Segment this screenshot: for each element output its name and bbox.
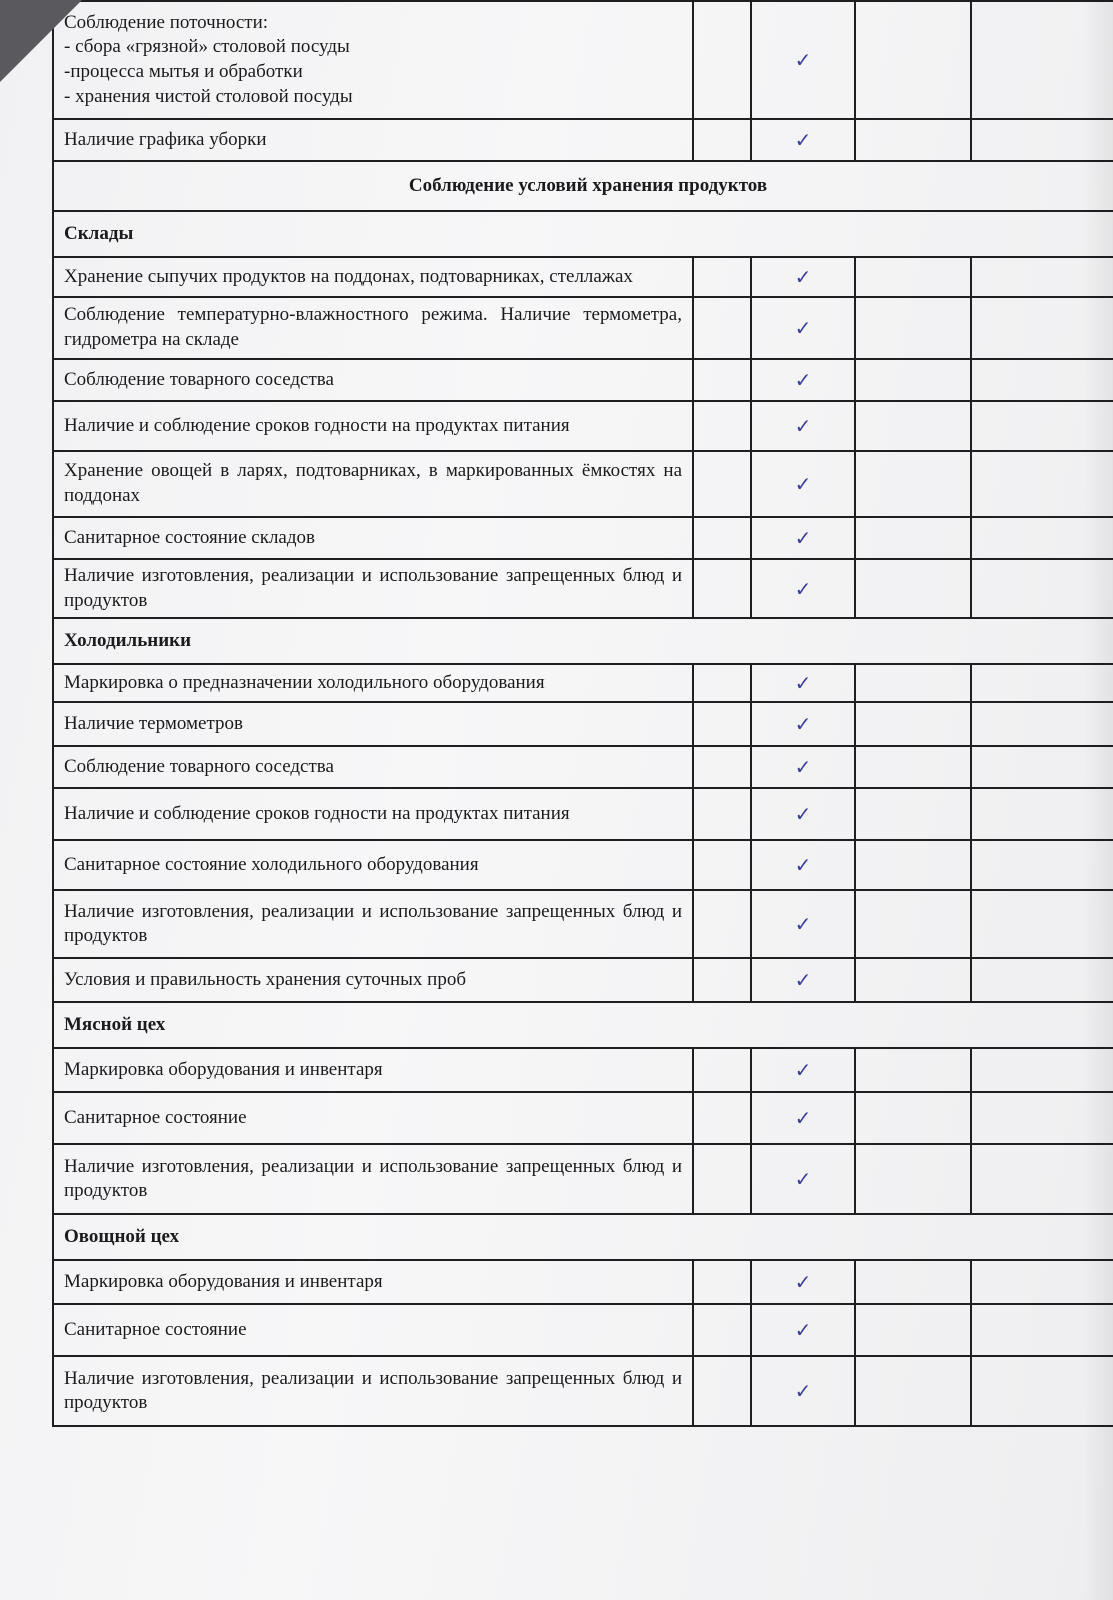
table-row — [53, 257, 1113, 297]
blank-cell — [855, 297, 971, 359]
checkmark-cell: ✓ — [751, 1304, 855, 1356]
table-row — [53, 746, 1113, 788]
blank-cell — [693, 958, 751, 1002]
criterion-text: Хранение сыпучих продуктов на поддонах, подтоварниках, стеллажах — [53, 257, 693, 297]
checkmark-cell: ✓ — [751, 664, 855, 702]
table-row — [53, 890, 1113, 958]
checkmark-cell: ✓ — [751, 1356, 855, 1426]
blank-cell — [855, 401, 971, 451]
blank-cell — [693, 1048, 751, 1092]
blank-cell — [693, 517, 751, 559]
blank-cell — [693, 297, 751, 359]
page-edge-shadow — [1083, 0, 1113, 1600]
group-title: Склады — [53, 211, 1113, 257]
blank-cell — [855, 702, 971, 746]
checkmark-cell: ✓ — [751, 840, 855, 890]
checkmark-cell: ✓ — [751, 1144, 855, 1214]
table-row — [53, 1, 1113, 119]
folded-corner — [0, 0, 82, 82]
blank-cell — [855, 890, 971, 958]
section-heading-row — [53, 161, 1113, 211]
blank-cell — [855, 1092, 971, 1144]
table-row — [53, 359, 1113, 401]
blank-cell — [855, 788, 971, 840]
checkmark-cell: ✓ — [751, 958, 855, 1002]
checkmark-cell: ✓ — [751, 1260, 855, 1304]
criterion-text: Наличие изготовления, реализации и использование запрещенных блюд и продуктов — [53, 1356, 693, 1426]
table-row — [53, 788, 1113, 840]
blank-cell — [855, 1356, 971, 1426]
blank-cell — [855, 359, 971, 401]
blank-cell — [855, 746, 971, 788]
criterion-text: Санитарное состояние холодильного оборудования — [53, 840, 693, 890]
checklist-body — [53, 1, 1113, 1426]
blank-cell — [693, 559, 751, 618]
blank-cell — [693, 1092, 751, 1144]
checkmark-cell: ✓ — [751, 788, 855, 840]
checklist-table — [52, 0, 1113, 1427]
blank-cell — [693, 664, 751, 702]
group-title: Мясной цех — [53, 1002, 1113, 1048]
blank-cell — [855, 517, 971, 559]
blank-cell — [855, 1144, 971, 1214]
checkmark-cell: ✓ — [751, 1, 855, 119]
blank-cell — [855, 451, 971, 517]
criterion-text: Соблюдение товарного соседства — [53, 359, 693, 401]
blank-cell — [855, 958, 971, 1002]
criterion-text: Санитарное состояние складов — [53, 517, 693, 559]
checkmark-cell: ✓ — [751, 746, 855, 788]
checkmark-cell: ✓ — [751, 517, 855, 559]
criterion-text: Соблюдение температурно-влажностного режима. Наличие термометра, гидрометра на складе — [53, 297, 693, 359]
group-title: Холодильники — [53, 618, 1113, 664]
blank-cell — [693, 788, 751, 840]
blank-cell — [693, 401, 751, 451]
table-row — [53, 702, 1113, 746]
table-row — [53, 1092, 1113, 1144]
blank-cell — [855, 1048, 971, 1092]
table-row — [53, 297, 1113, 359]
criterion-text: Маркировка оборудования и инвентаря — [53, 1260, 693, 1304]
group-heading-row — [53, 618, 1113, 664]
criterion-text: Условия и правильность хранения суточных проб — [53, 958, 693, 1002]
criterion-text: Санитарное состояние — [53, 1092, 693, 1144]
blank-cell — [693, 1304, 751, 1356]
checkmark-cell: ✓ — [751, 702, 855, 746]
checkmark-cell: ✓ — [751, 401, 855, 451]
criterion-text: Наличие и соблюдение сроков годности на продуктах питания — [53, 401, 693, 451]
blank-cell — [693, 1, 751, 119]
criterion-text: Наличие изготовления, реализации и использование запрещенных блюд и продуктов — [53, 1144, 693, 1214]
section-title: Соблюдение условий хранения продуктов — [53, 161, 1113, 211]
checkmark-cell: ✓ — [751, 119, 855, 161]
blank-cell — [855, 1260, 971, 1304]
criterion-text: Наличие термометров — [53, 702, 693, 746]
blank-cell — [693, 746, 751, 788]
table-row — [53, 958, 1113, 1002]
blank-cell — [855, 119, 971, 161]
criterion-text: Наличие изготовления, реализации и использование запрещенных блюд и продуктов — [53, 890, 693, 958]
criterion-text: Соблюдение поточности: - сбора «грязной» столовой посуды -процесса мытья и обработки - хранения чистой столовой посуды — [53, 1, 693, 119]
table-row — [53, 517, 1113, 559]
blank-cell — [693, 257, 751, 297]
table-row — [53, 1260, 1113, 1304]
checkmark-cell: ✓ — [751, 890, 855, 958]
blank-cell — [693, 1144, 751, 1214]
blank-cell — [693, 890, 751, 958]
blank-cell — [855, 840, 971, 890]
blank-cell — [693, 1260, 751, 1304]
table-row — [53, 401, 1113, 451]
criterion-text: Наличие графика уборки — [53, 119, 693, 161]
checkmark-cell: ✓ — [751, 1092, 855, 1144]
blank-cell — [693, 359, 751, 401]
blank-cell — [693, 451, 751, 517]
checkmark-cell: ✓ — [751, 1048, 855, 1092]
table-row — [53, 1144, 1113, 1214]
criterion-text: Маркировка о предназначении холодильного оборудования — [53, 664, 693, 702]
criterion-text: Соблюдение товарного соседства — [53, 746, 693, 788]
blank-cell — [693, 1356, 751, 1426]
blank-cell — [855, 559, 971, 618]
criterion-text: Наличие изготовления, реализации и использование запрещенных блюд и продуктов — [53, 559, 693, 618]
blank-cell — [693, 702, 751, 746]
table-row — [53, 664, 1113, 702]
table-row — [53, 1304, 1113, 1356]
criterion-text: Хранение овощей в ларях, подтоварниках, в маркированных ёмкостях на поддонах — [53, 451, 693, 517]
table-row — [53, 119, 1113, 161]
blank-cell — [855, 664, 971, 702]
blank-cell — [693, 840, 751, 890]
group-title: Овощной цех — [53, 1214, 1113, 1260]
table-row — [53, 451, 1113, 517]
checkmark-cell: ✓ — [751, 257, 855, 297]
table-row — [53, 559, 1113, 618]
blank-cell — [855, 1304, 971, 1356]
group-heading-row — [53, 1214, 1113, 1260]
table-row — [53, 840, 1113, 890]
criterion-text: Наличие и соблюдение сроков годности на продуктах питания — [53, 788, 693, 840]
criterion-text: Маркировка оборудования и инвентаря — [53, 1048, 693, 1092]
checkmark-cell: ✓ — [751, 359, 855, 401]
blank-cell — [693, 119, 751, 161]
criterion-text: Санитарное состояние — [53, 1304, 693, 1356]
table-row — [53, 1048, 1113, 1092]
table-row — [53, 1356, 1113, 1426]
checkmark-cell: ✓ — [751, 559, 855, 618]
group-heading-row — [53, 211, 1113, 257]
blank-cell — [855, 257, 971, 297]
checkmark-cell: ✓ — [751, 297, 855, 359]
blank-cell — [855, 1, 971, 119]
group-heading-row — [53, 1002, 1113, 1048]
checkmark-cell: ✓ — [751, 451, 855, 517]
